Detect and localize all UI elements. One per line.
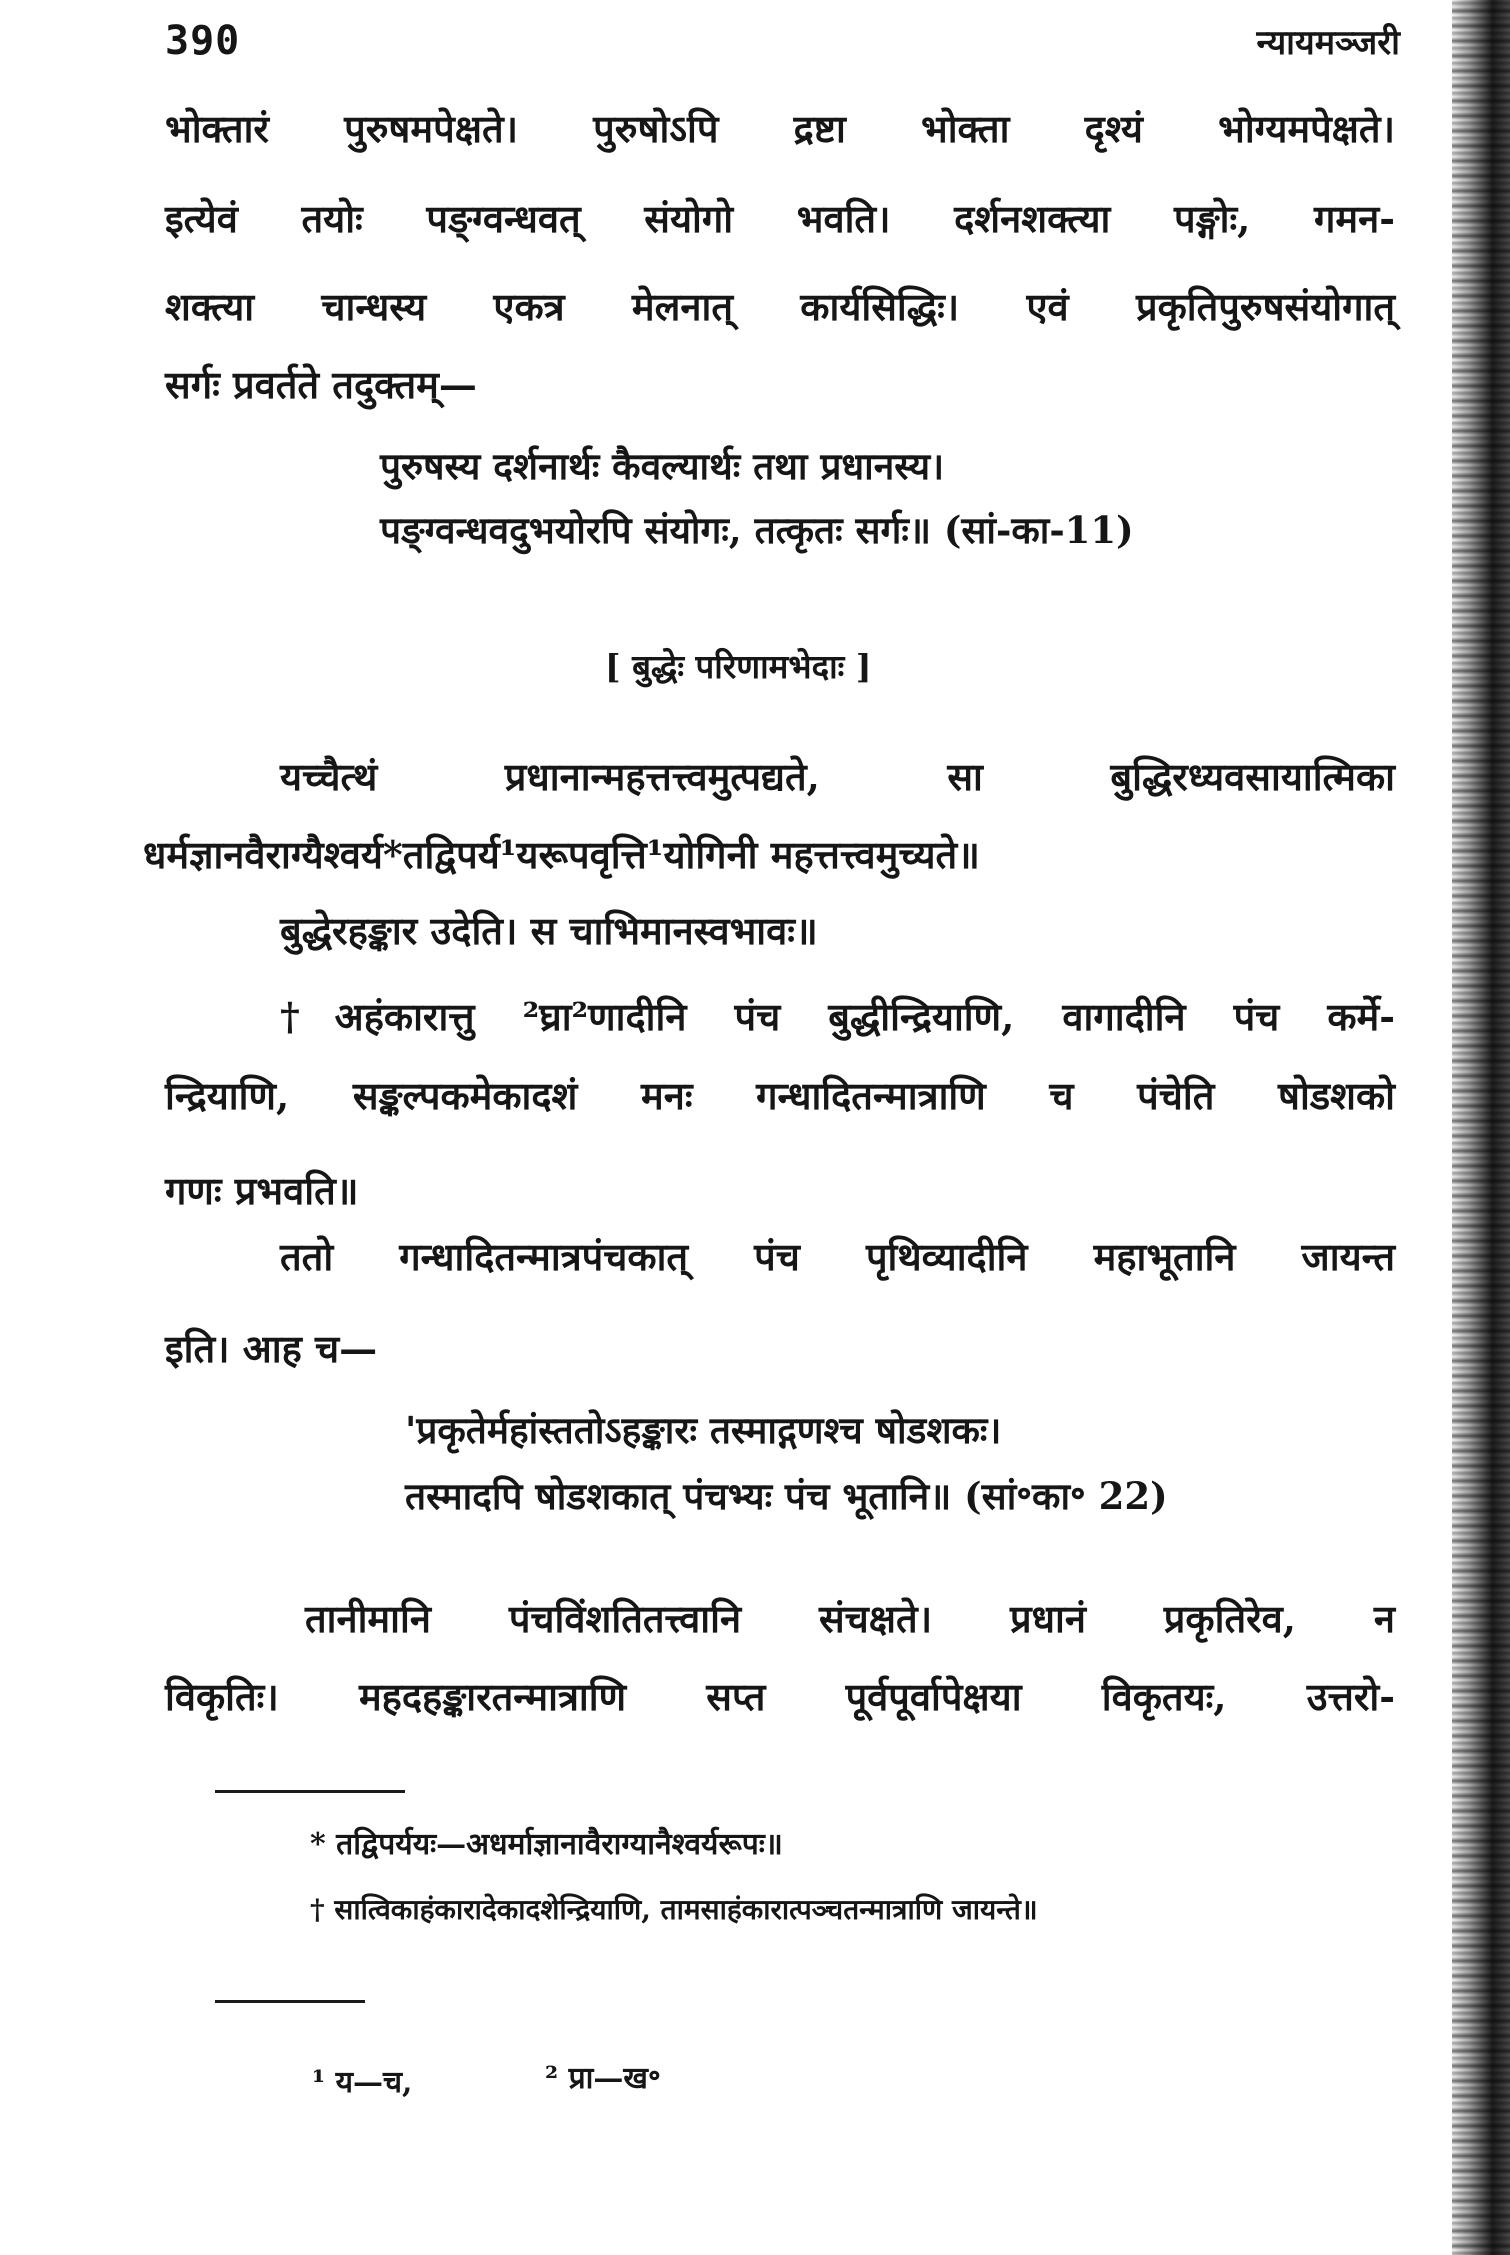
variant-reading-2: ² प्रा—ख॰: [545, 2061, 661, 2096]
text-line: बुद्धेरहङ्कार उदेति। स चाभिमानस्वभावः॥: [280, 908, 818, 953]
text-line: शक्त्या चान्धस्य एकत्र मेलनात् कार्यसिद्धिः। एवं प्रकृतिपुरुषसंयोगात्: [165, 284, 1395, 329]
footnote-dagger: † सात्विकाहंकारादेकादशेन्द्रियाणि, तामसाहंकारात्पञ्चतन्मात्राणि जायन्ते॥: [310, 1893, 1038, 1926]
footnote-star: * तद्विपर्ययः—अधर्माज्ञानावैराग्यानैश्वर्यरूपः॥: [310, 1827, 783, 1862]
text-line: यच्चैत्थं प्रधानान्महत्तत्त्वमुत्पद्यते, सा बुद्धिरध्यवसायात्मिका: [280, 754, 1395, 799]
variant-reading-1: ¹ य—च,: [312, 2065, 413, 2100]
text-line: गणः प्रभवति॥: [165, 1168, 359, 1213]
text-line: इति। आह च—: [165, 1326, 378, 1371]
verse-line: पुरुषस्य दर्शनार्थः कैवल्यार्थः तथा प्रधानस्य।: [380, 444, 945, 488]
page-number: 390: [165, 18, 241, 64]
text-line: तानीमानि पंचविंशतितत्त्वानि संचक्षते। प्रधानं प्रकृतिरेव, न: [305, 1596, 1395, 1641]
footnote-rule: [215, 1790, 405, 1793]
text-line: †अहंकारात्तु ²घ्रा²णादीनि पंच बुद्धीन्द्रियाणि, वागादीनि पंच कर्मे-: [280, 994, 1395, 1039]
text-line: विकृतिः। महदहङ्कारतन्मात्राणि सप्त पूर्वपूर्वापेक्षया विकृतयः, उत्तरो-: [165, 1674, 1395, 1719]
text-line: धर्मज्ञानवैराग्यैश्वर्य*तद्विपर्य¹यरूपवृत्ति¹योगिनी महत्तत्त्वमुच्यते॥: [143, 832, 980, 877]
variants-rule: [215, 2000, 365, 2003]
text-line: इत्येवं तयोः पङ्ग्वन्धवत् संयोगो भवति। दर्शनशक्त्या पङ्गोः, गमन-: [165, 196, 1395, 241]
text-line: ततो गन्धादितन्मात्रपंचकात् पंच पृथिव्यादीनि महाभूतानि जायन्त: [280, 1234, 1395, 1279]
verse-line: पङ्ग्वन्धवदुभयोरपि संयोगः, तत्कृतः सर्गः॥ (सां-का-11): [380, 508, 1134, 552]
running-head: न्यायमञ्जरी: [1256, 23, 1400, 63]
verse-line: 'प्रकृतेर्महांस्ततोऽहङ्कारः तस्माद्गणश्च षोडशकः।: [405, 1408, 1002, 1452]
text-line: न्द्रियाणि, सङ्कल्पकमेकादशं मनः गन्धादितन्मात्राणि च पंचेति षोडशको: [165, 1073, 1395, 1118]
text-line: सर्गः प्रवर्तते तदुक्तम्—: [165, 362, 477, 407]
verse-line: तस्मादपि षोडशकात् पंचभ्यः पंच भूतानि॥ (सां॰का॰ 22): [405, 1474, 1168, 1518]
text-line: भोक्तारं पुरुषमपेक्षते। पुरुषोऽपि द्रष्टा भोक्ता दृश्यं भोग्यमपेक्षते।: [165, 106, 1395, 151]
page-binding-edge: [1452, 0, 1510, 2255]
section-heading: [ बुद्धेः परिणामभेदाः ]: [605, 647, 872, 686]
